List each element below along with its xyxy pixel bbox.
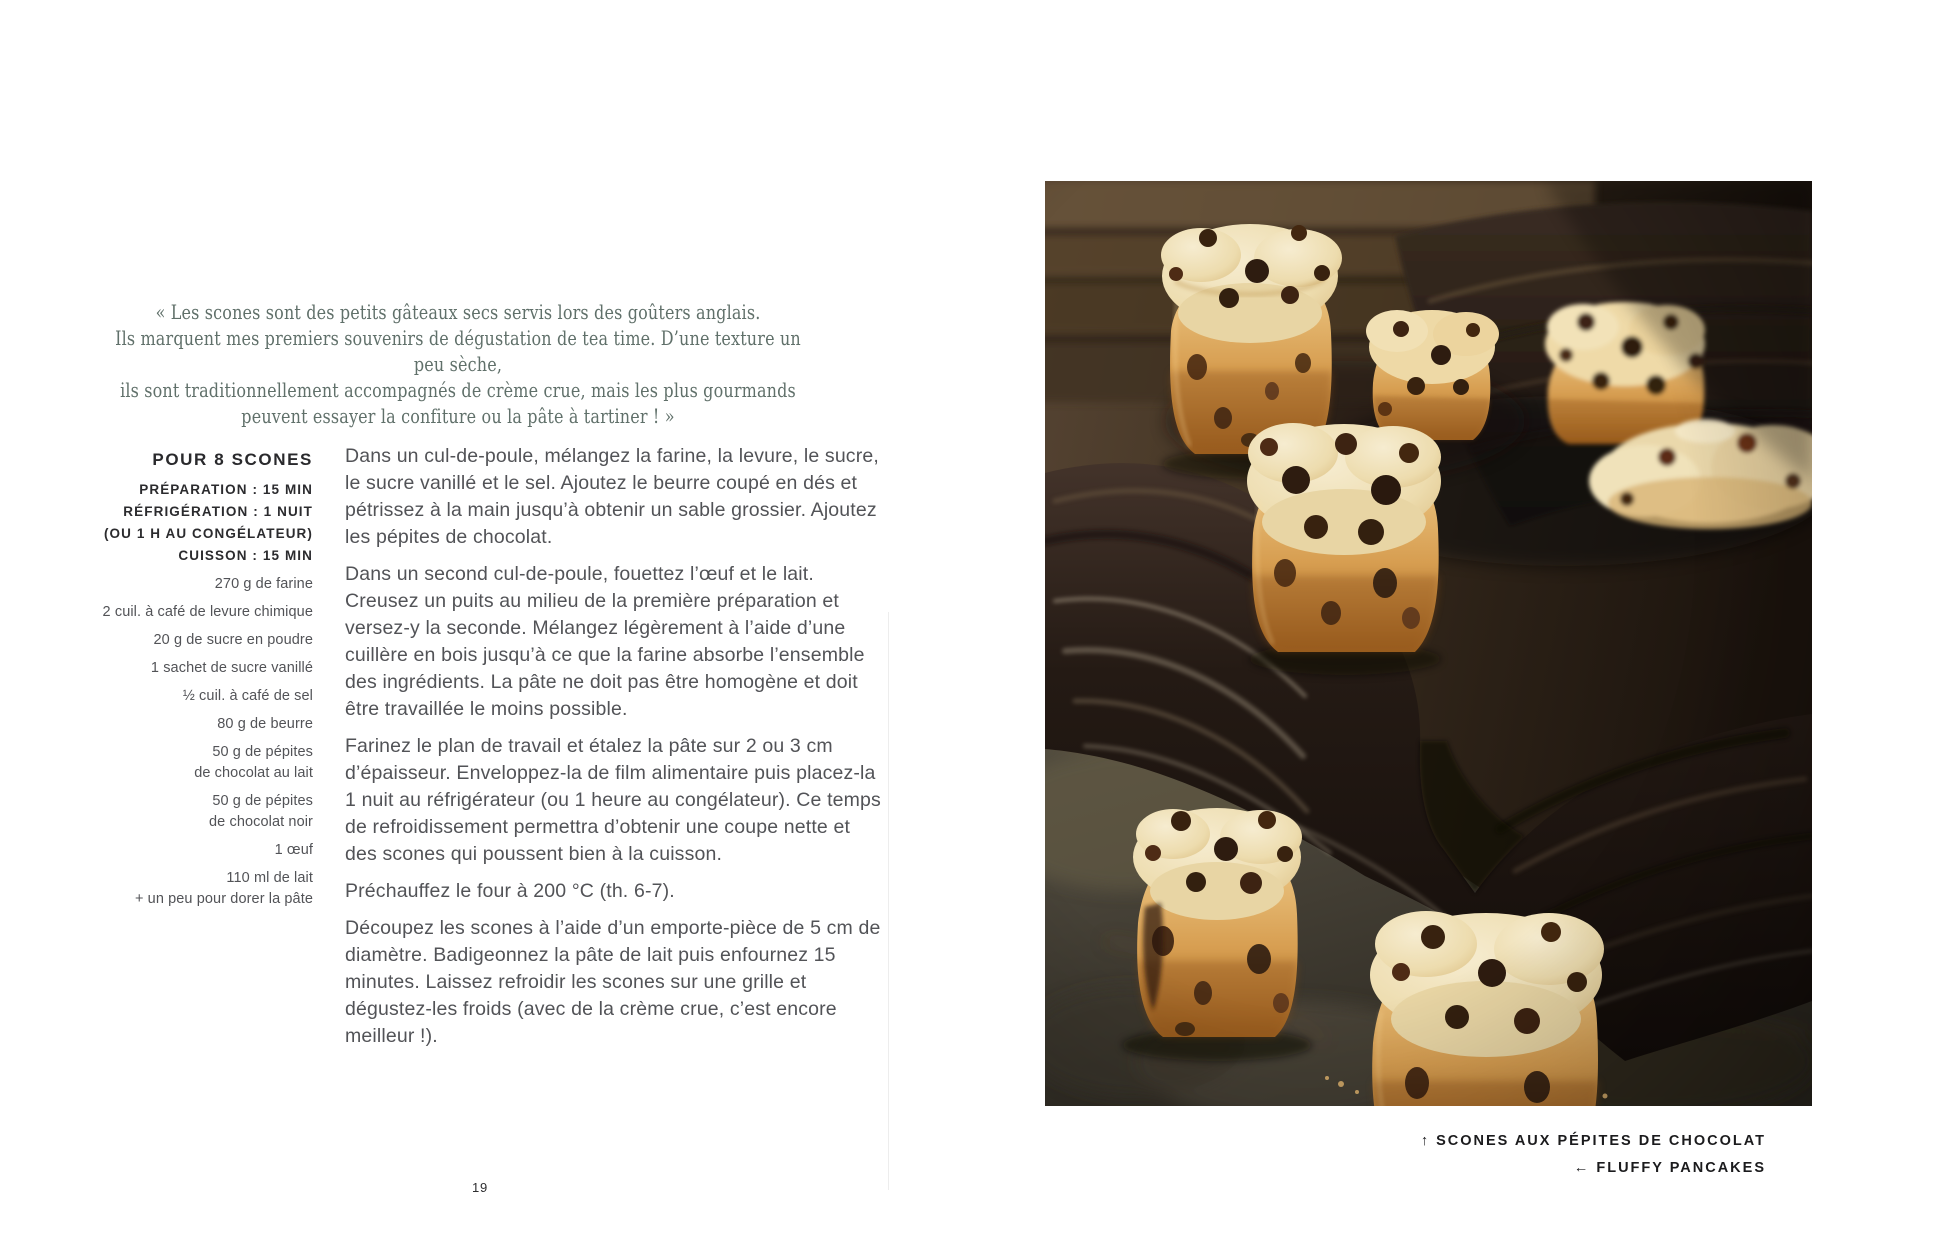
ingredient-line: ½ cuil. à café de sel <box>182 688 313 704</box>
step-paragraph: Farinez le plan de travail et étalez la pâte sur 2 ou 3 cm d’épaisseur. Enveloppez-la de film alimentaire puis placez-la 1 nuit au réfrigérateur (ou 1 heure au congélateur). Ce temps de refroidissement permettra d’obtenir une coupe nette et des scones qui poussent bien à la cuisson. <box>345 735 881 865</box>
recipe-meta-line: CUISSON : 15 MIN <box>178 548 313 563</box>
ingredient-line: 1 sachet de sucre vanillé <box>150 660 313 676</box>
caption-line-pancakes: ← FLUFFY PANCAKES <box>1573 1160 1766 1176</box>
ingredient-item <box>63 574 313 595</box>
quote-line: « Les scones sont des petits gâteaux secs servis lors des goûters anglais. <box>155 300 761 324</box>
ingredient-line: 50 g de pépites <box>212 793 313 809</box>
recipe-info <box>63 450 313 567</box>
scones-photo-illustration <box>1045 181 1812 1106</box>
step-paragraph: Préchauffez le four à 200 °C (th. 6-7). <box>345 880 675 902</box>
photo-caption <box>1421 1128 1766 1182</box>
recipe-meta-line: PRÉPARATION : 15 MIN <box>139 482 313 497</box>
step-paragraph: Dans un second cul-de-poule, fouettez l’œuf et le lait. Creusez un puits au milieu de la première préparation et versez-y la seconde. Mélangez légèrement à l’aide d’une cuillère en bois jusqu’à ce que la farine absorbe l’ensemble des ingrédients. La pâte ne doit pas être homogène et doit être travaillée le moins possible. <box>345 563 865 720</box>
recipe-yield-title: POUR 8 SCONES <box>152 450 313 469</box>
ingredient-line: 270 g de farine <box>214 576 313 592</box>
intro-quote <box>98 299 818 429</box>
ingredient-item <box>63 630 313 651</box>
ingredient-line: de chocolat au lait <box>194 765 313 781</box>
recipe-meta-line: RÉFRIGÉRATION : 1 NUIT <box>123 504 313 519</box>
quote-line: Ils marquent mes premiers souvenirs de dégustation de tea time. D’une texture un peu sèche, <box>115 326 801 376</box>
quote-line: ils sont traditionnellement accompagnés de crème crue, mais les plus gourmands <box>120 378 796 402</box>
ingredient-line: 50 g de pépites <box>212 744 313 760</box>
recipe-steps <box>345 443 887 1060</box>
ingredient-line: 80 g de beurre <box>217 716 313 732</box>
page-gutter-line <box>888 612 889 1190</box>
ingredient-line: + un peu pour dorer la pâte <box>134 891 313 907</box>
ingredient-item <box>63 686 313 707</box>
ingredient-line: 20 g de sucre en poudre <box>153 632 313 648</box>
ingredient-item <box>63 791 313 833</box>
page-number: 19 <box>472 1180 489 1195</box>
ingredient-line: 2 cuil. à café de levure chimique <box>102 604 313 620</box>
recipe-meta-line: (OU 1 H AU CONGÉLATEUR) <box>103 526 313 541</box>
ingredient-item <box>63 658 313 679</box>
ingredient-line: 1 œuf <box>274 842 313 858</box>
quote-line: peuvent essayer la confiture ou la pâte à tartiner ! » <box>241 404 675 428</box>
step-paragraph: Dans un cul-de-poule, mélangez la farine, la levure, le sucre, le sucre vanillé et le sel. Ajoutez le beurre coupé en dés et pétrissez à la main jusqu’à obtenir un sable grossier. Ajoutez les pépites de chocolat. <box>345 445 879 548</box>
ingredient-item <box>63 602 313 623</box>
caption-line-scones: ↑ SCONES AUX PÉPITES DE CHOCOLAT <box>1420 1133 1766 1149</box>
ingredient-item <box>63 742 313 784</box>
ingredients-list <box>63 574 313 917</box>
scones-photo <box>1045 181 1812 1106</box>
ingredient-item <box>63 868 313 910</box>
step-paragraph: Découpez les scones à l’aide d’un emporte-pièce de 5 cm de diamètre. Badigeonnez la pâte de lait puis enfournez 15 minutes. Laissez refroidir les scones sur une grille et dégustez-les froids (avec de la crème crue, c’est encore meilleur !). <box>345 917 881 1047</box>
ingredient-item <box>63 840 313 861</box>
ingredient-item <box>63 714 313 735</box>
ingredient-line: de chocolat noir <box>209 814 313 830</box>
ingredient-line: 110 ml de lait <box>226 870 313 886</box>
